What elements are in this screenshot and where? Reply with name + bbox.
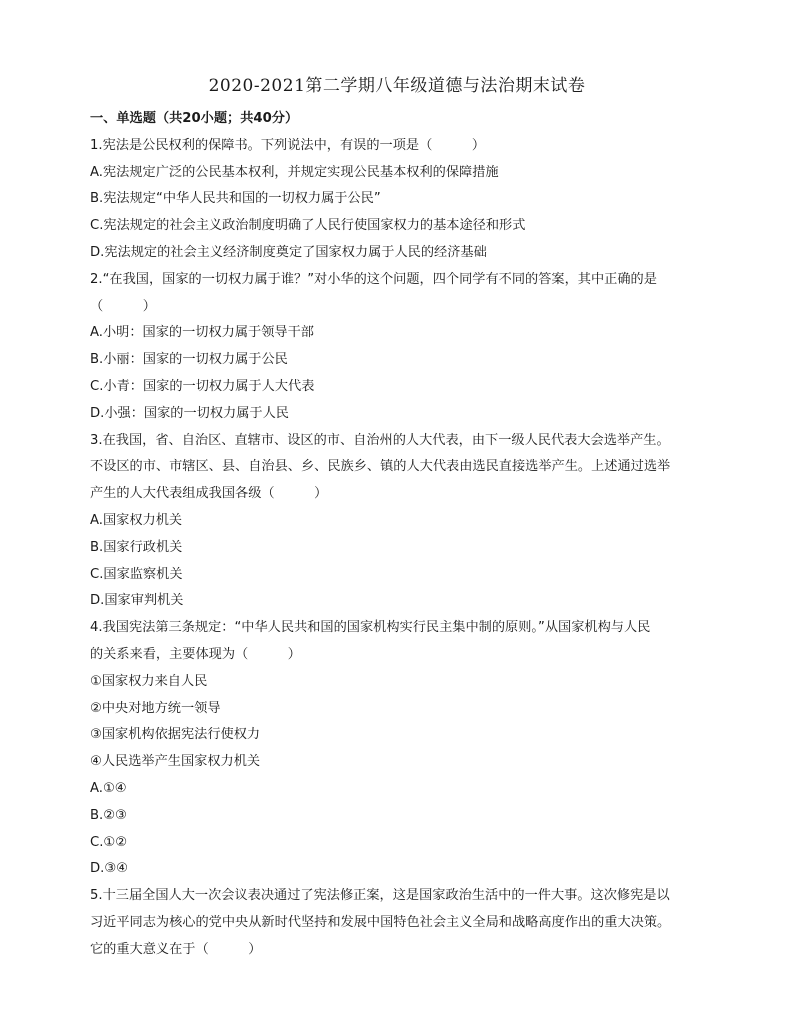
question-stem-line: 3.在我国，省、自治区、直辖市、设区的市、自治州的人大代表，由下一级人民代表大会选举产生。 xyxy=(90,432,670,448)
option-d: D.小强：国家的一切权力属于人民 xyxy=(90,405,289,421)
option-a: A.国家权力机关 xyxy=(90,512,183,528)
question-5 xyxy=(90,883,706,963)
option-b: B.宪法规定“中华人民共和国的一切权力属于公民” xyxy=(90,191,381,207)
question-stem-line: 不设区的市、市辖区、县、自治县、乡、民族乡、镇的人大代表由选民直接选举产生。上述通过选举 xyxy=(90,459,671,475)
question-stem-line: （ ） xyxy=(90,298,156,314)
option-c: C.宪法规定的社会主义政治制度明确了人民行使国家权力的基本途径和形式 xyxy=(90,218,526,234)
question-stem-line: 它的重大意义在于（ ） xyxy=(90,941,262,957)
option-c: C.①② xyxy=(90,834,128,850)
option-c: C.小青：国家的一切权力属于人大代表 xyxy=(90,378,315,394)
option-d: D.国家审判机关 xyxy=(90,593,184,609)
option-a: A.①④ xyxy=(90,780,127,796)
question-3 xyxy=(90,428,706,616)
option-b: B.②③ xyxy=(90,807,127,823)
option-b: B.国家行政机关 xyxy=(90,539,183,555)
option-a: A.小明：国家的一切权力属于领导干部 xyxy=(90,325,314,341)
exam-content xyxy=(90,106,706,964)
option-d: D.③④ xyxy=(90,861,128,877)
question-stem-line: 2.“在我国，国家的一切权力属于谁？”对小华的这个问题，四个同学有不同的答案，其中正确的是 xyxy=(90,271,657,287)
statement-1: ①国家权力来自人民 xyxy=(90,673,208,689)
statement-3: ③国家机构依据宪法行使权力 xyxy=(90,727,261,743)
question-2 xyxy=(90,267,706,428)
section-heading: 一、单选题（共20小题；共40分） xyxy=(90,111,299,126)
exam-title: 2020-2021第二学期八年级道德与法治期末试卷 xyxy=(208,76,586,96)
question-stem-line: 5.十三届全国人大一次会议表决通过了宪法修正案，这是国家政治生活中的一件大事。这次修宪是以 xyxy=(90,888,670,904)
question-1 xyxy=(90,133,706,267)
statement-2: ②中央对地方统一领导 xyxy=(90,700,221,716)
option-d: D.宪法规定的社会主义经济制度奠定了国家权力属于人民的经济基础 xyxy=(90,244,487,260)
option-c: C.国家监察机关 xyxy=(90,566,183,582)
question-stem-line: 产生的人大代表组成我国各级（ ） xyxy=(90,486,328,502)
question-stem-line: 习近平同志为核心的党中央从新时代坚持和发展中国特色社会主义全局和战略高度作出的重大决策。 xyxy=(90,914,671,930)
option-b: B.小丽：国家的一切权力属于公民 xyxy=(90,352,288,368)
question-stem-line: 的关系来看，主要体现为（ ） xyxy=(90,646,301,662)
question-4 xyxy=(90,615,706,883)
question-stem-line: 1.宪法是公民权利的保障书。下列说法中，有误的一项是（ ） xyxy=(90,137,486,153)
option-a: A.宪法规定广泛的公民基本权利，并规定实现公民基本权利的保障措施 xyxy=(90,164,499,180)
statement-4: ④人民选举产生国家权力机关 xyxy=(90,754,261,770)
question-stem-line: 4.我国宪法第三条规定：“中华人民共和国的国家机构实行民主集中制的原则。”从国家机构与人民 xyxy=(90,620,651,636)
